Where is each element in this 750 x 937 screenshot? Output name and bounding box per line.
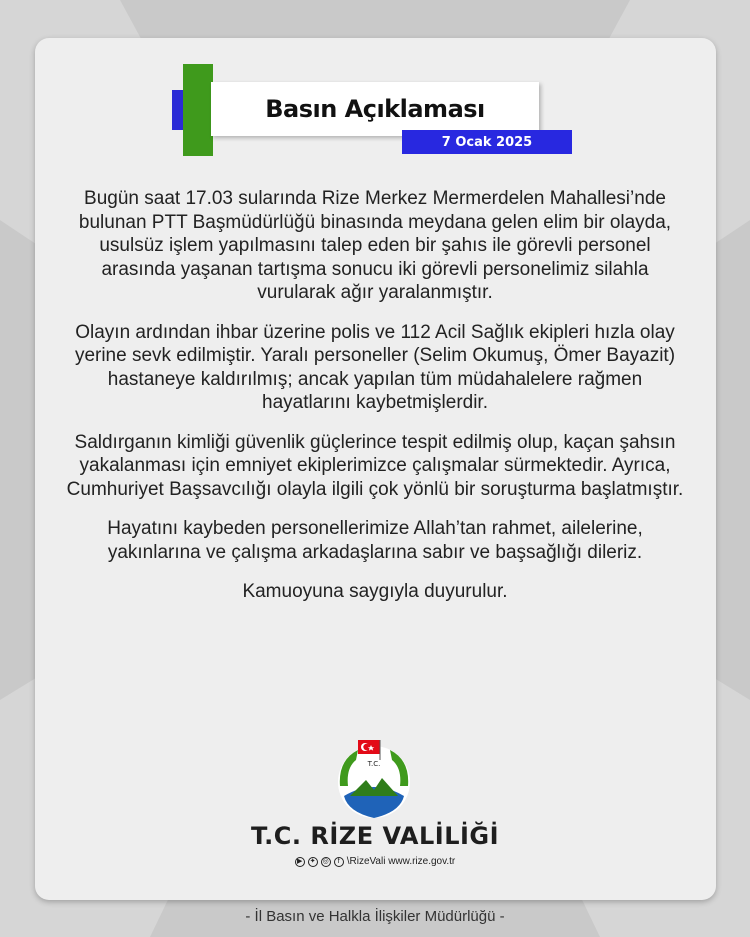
paragraph-4: Hayatını kaybeden personellerimize Allah’tan rahmet, ailelerine, yakınlarına ve çalışma arkadaşlarına sabır ve başsağlığı dileriz. [107,518,643,563]
paragraph-5: Kamuoyuna saygıyla duyurulur. [242,581,508,602]
facebook-icon[interactable]: f [334,857,344,867]
paragraph-2: Olayın ardından ihbar üzerine polis ve 112 Acil Sağlık ekipleri hızla olay yerine sevk edilmiştir. Yaralı personeller (Selim Okumuş, Ömer Bayazit) hastaneye kaldırılmış; ancak yapılan tüm müdahalelere rağmen hayatlarını kaybetmişlerdir. [74,321,676,413]
header-accent-green [183,64,213,156]
youtube-icon[interactable]: ▶ [295,857,305,867]
paragraph-3: Saldırganın kimliği güvenlik güçlerince tespit edilmiş olup, kaçan şahsın yakalanması için emniyet ekiplerimizce çalışmalar sürmektedir. Ayrıca, Cumhuriyet Başsavcılığı olayla ilgili çok yönlü bir soruşturma başlatmıştır. [66,431,684,500]
date-text: 7 Ocak 2025 [441,134,533,150]
date-badge [402,130,572,154]
rize-governorship-logo-icon [332,738,416,822]
svg-text:T.C.: T.C. [367,760,381,768]
social-links [0,856,750,867]
organization-name: T.C. RİZE VALİLİĞİ [250,822,500,850]
social-handle-and-website[interactable]: \RizeVali www.rize.gov.tr [346,856,456,867]
announcement-body [65,187,685,620]
title-box [211,82,539,136]
page-title: Basın Açıklaması [265,95,485,123]
instagram-icon[interactable]: ◎ [322,858,329,865]
paragraph-1: Bugün saat 17.03 sularında Rize Merkez Mermerdelen Mahallesi’nde bulunan PTT Başmüdürlüğü binasında meydana gelen elim bir olayda, usulsüz işlem yapılmasını talep eden bir şahıs ile görevli personel arasında yaşanan tartışma sonucu iki görevli personelimiz silahla vurularak ağır yaralanmıştır. [78,188,672,303]
footer-department: - İl Basın ve Halkla İlişkiler Müdürlüğü - [245,908,505,925]
twitter-icon[interactable]: ✦ [308,857,318,867]
